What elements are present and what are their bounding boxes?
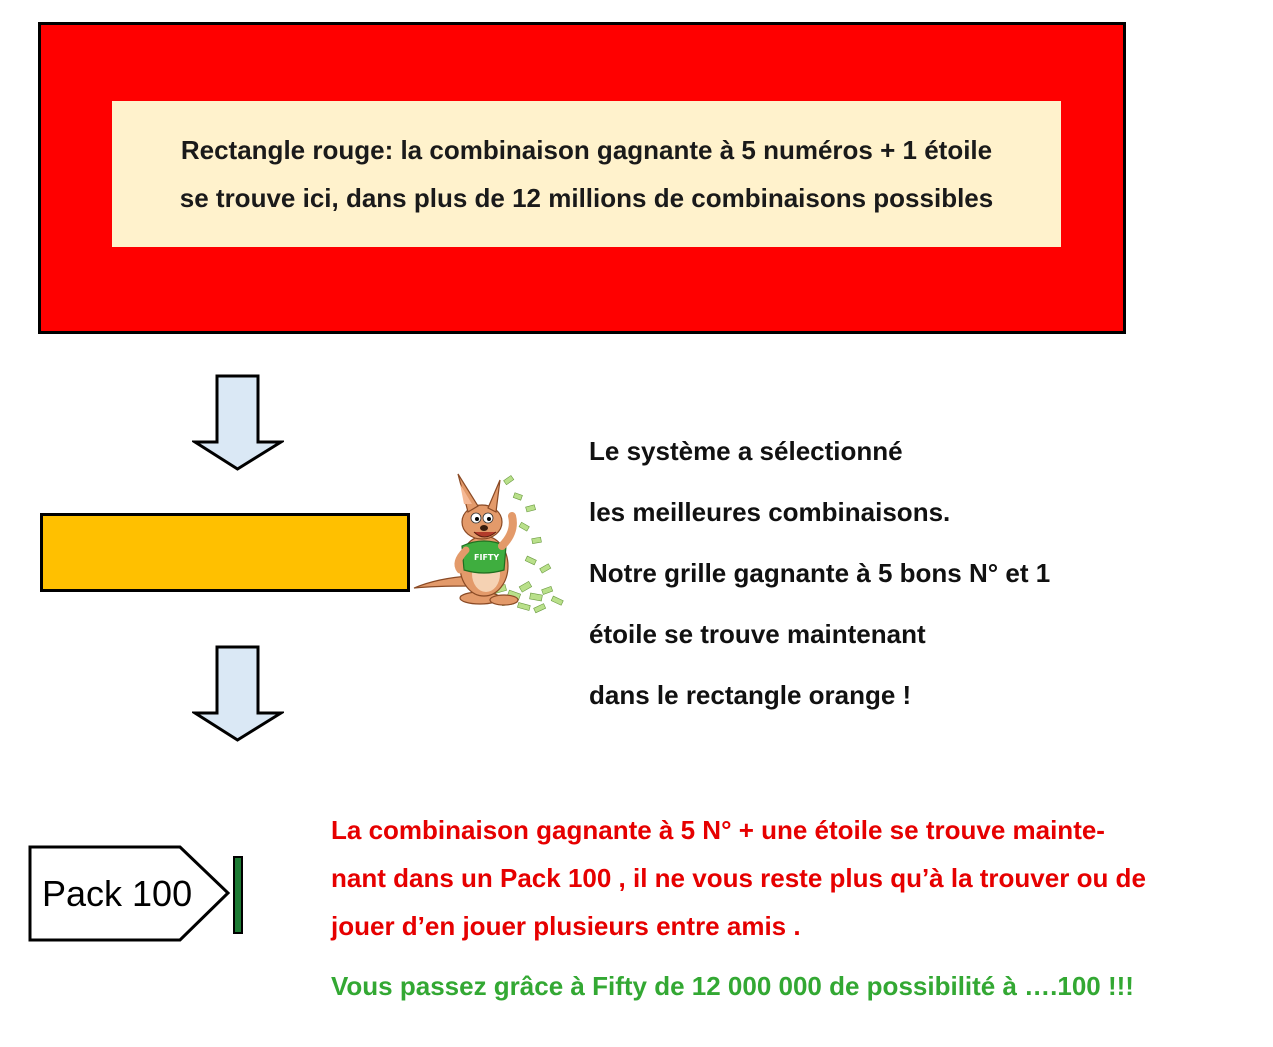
conclusion-red-text [331,806,1146,950]
down-arrow-icon [192,645,284,743]
description-line-3: Notre grille gagnante à 5 bons N° et 1 [589,558,1051,588]
orange-rectangle [40,513,410,592]
pack-100-label: Pack 100 [42,873,193,914]
description-text [589,421,1050,726]
down-arrow-icon [192,374,284,472]
conclusion-green-text: Vous passez grâce à Fifty de 12 000 000 de possibilité à ….100 !!! [331,971,1134,1001]
green-bar [233,856,243,934]
kangaroo-mascot-icon [408,466,573,616]
red-rectangle-caption-line-1: Rectangle rouge: la combinaison gagnante à 5 numéros + 1 étoile [180,135,993,165]
conclusion-red-line-3: jouer d’en jouer plusieurs entre amis . [331,911,801,941]
conclusion-red-line-2: nant dans un Pack 100 , il ne vous reste plus qu’à la trouver ou de [331,863,1146,893]
red-rectangle-caption-box [112,101,1061,247]
description-line-2: les meilleures combinaisons. [589,497,951,527]
conclusion-red-line-1: La combinaison gagnante à 5 N° + une étoile se trouve mainte- [331,815,1105,845]
mascot-shirt-text: FIFTY [474,553,500,562]
red-rectangle-caption-line-2: se trouve ici, dans plus de 12 millions de combinaisons possibles [179,183,994,213]
description-line-1: Le système a sélectionné [589,436,903,466]
description-line-5: dans le rectangle orange ! [589,680,912,710]
description-line-4: étoile se trouve maintenant [589,619,926,649]
